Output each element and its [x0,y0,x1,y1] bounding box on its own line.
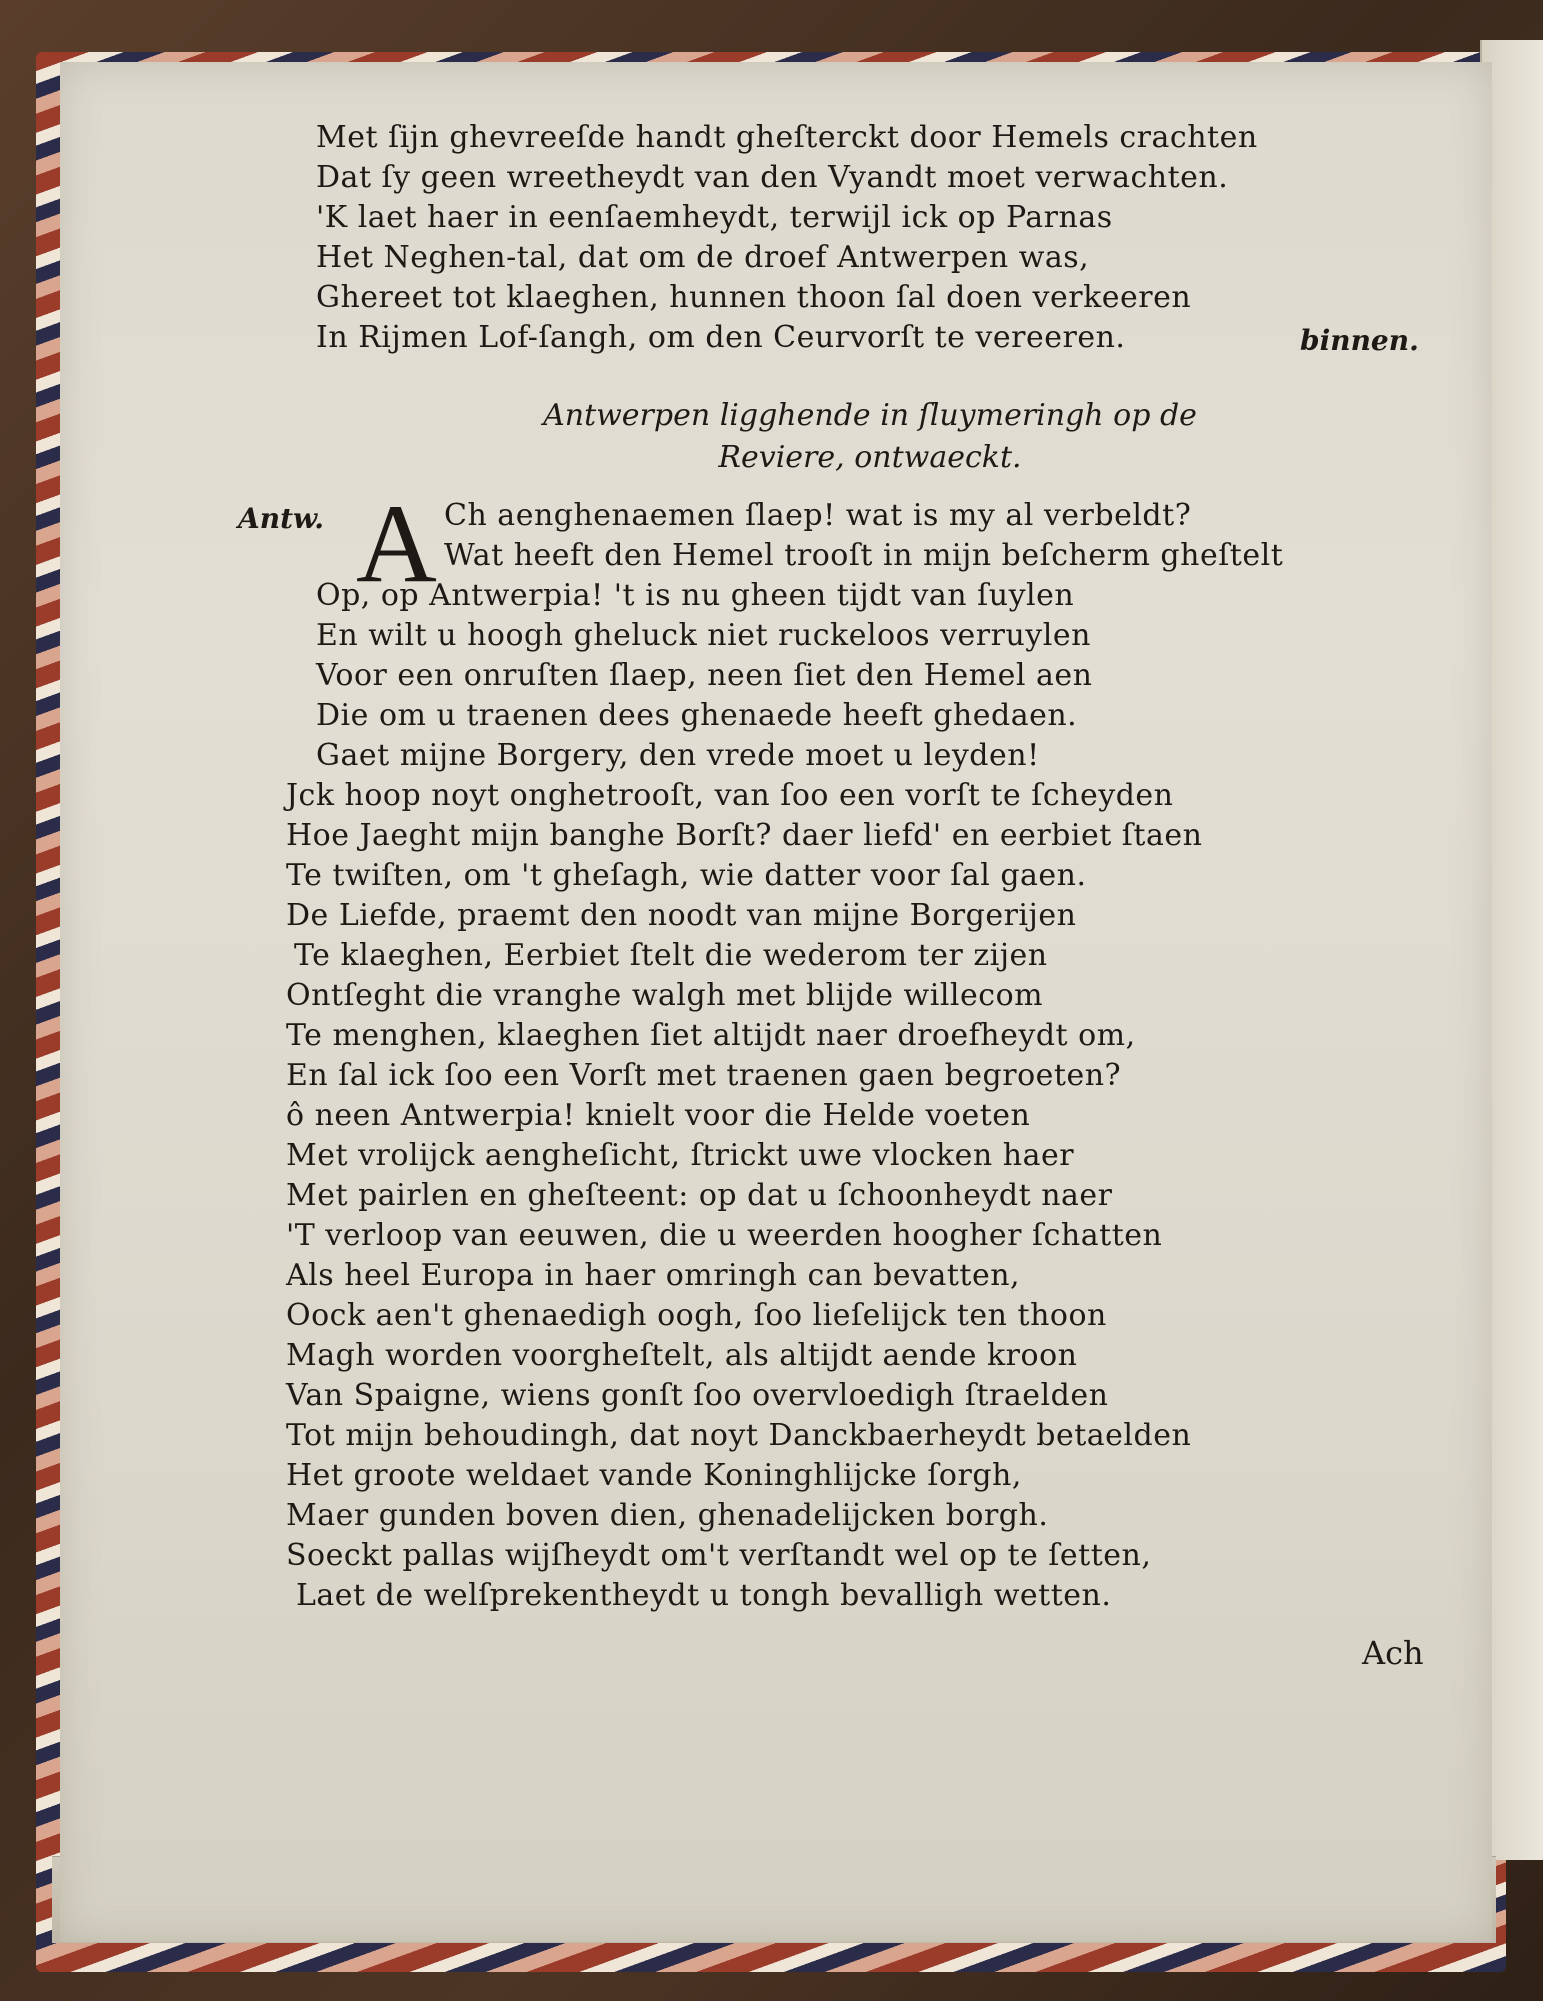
verse-line: Met ſijn ghevreeſde handt gheſterckt door Hemels crachten [316,120,1258,155]
catchword-bottom: Ach [1362,1634,1424,1672]
verse-line: Voor een onruſten ſlaep, neen ſiet den Hemel aen [316,658,1093,693]
verse-line: En wilt u hoogh gheluck niet ruckeloos verruylen [316,618,1091,653]
verse-line: Oock aen't ghenaedigh oogh, ſoo lieſelijck ten thoon [286,1298,1107,1333]
verse-line: Ghereet tot klaeghen, hunnen thoon ſal doen verkeeren [316,280,1192,315]
verse-line: Soeckt pallas wijſheydt om't verſtandt wel op te ſetten, [286,1538,1152,1573]
book-page [60,62,1492,1942]
section-heading-line-1: Antwerpen ligghende in ſluymeringh op de [543,398,1197,433]
section-heading-line-2: Reviere, ontwaeckt. [718,440,1022,475]
verse-line: Het Neghen-tal, dat om de droef Antwerpen was, [316,240,1090,275]
verse-line: 'T verloop van eeuwen, die u weerden hoogher ſchatten [286,1218,1163,1253]
verse-line: Met pairlen en gheſteent: op dat u ſchoonheydt naer [286,1178,1113,1213]
verse-line: Tot mijn behoudingh, dat noyt Danckbaerheydt betaelden [286,1418,1192,1453]
drop-cap: A [356,482,437,606]
verse-line: Jck hoop noyt onghetrooſt, van ſoo een vorſt te ſcheyden [286,778,1174,813]
verse-line: Die om u traenen dees ghenaede heeft ghedaen. [316,698,1078,733]
verse-line: Dat ſy geen wreetheydt van den Vyandt moet verwachten. [316,160,1229,195]
verse-line: Te klaeghen, Eerbiet ſtelt die wederom ter zijen [294,938,1048,973]
verse-line: Het groote weldaet vande Koninghlijcke ſorgh, [286,1458,1022,1493]
verse-line: Als heel Europa in haer omringh can bevatten, [286,1258,1021,1293]
verse-line: De Liefde, praemt den noodt van mijne Borgerijen [286,898,1077,933]
catchword-top: binnen. [1300,324,1419,357]
verse-line: Te menghen, klaeghen ſiet altijdt naer droefheydt om, [286,1018,1136,1053]
verse-line: Op, op Antwerpia! 't is nu gheen tijdt van ſuylen [316,578,1075,613]
verse-line: Ontſeght die vranghe walgh met blijde willecom [286,978,1044,1013]
speaker-label: Antw. [238,502,325,535]
verse-line: ô neen Antwerpia! knielt voor die Helde voeten [286,1098,1031,1133]
verse-line-first: Ch aenghenaemen ſlaep! wat is my al verbeldt? [444,498,1192,533]
verse-line: Laet de welſprekentheydt u tongh bevalligh wetten. [296,1578,1112,1613]
verse-line: Te twiſten, om 't gheſagh, wie datter voor ſal gaen. [286,858,1087,893]
verse-line: Maer gunden boven dien, ghenadelijcken borgh. [286,1498,1049,1533]
verse-line: Gaet mijne Borgery, den vrede moet u leyden! [316,738,1040,773]
verse-line: In Rijmen Lof-ſangh, om den Ceurvorſt te vereeren. [316,320,1126,355]
verse-line: Met vrolijck aengheſicht, ſtrickt uwe vlocken haer [286,1138,1075,1173]
verse-line: En ſal ick ſoo een Vorſt met traenen gaen begroeten? [286,1058,1122,1093]
verse-line: 'K laet haer in eenſaemheydt, terwijl ick op Parnas [316,200,1113,235]
verse-line: Hoe Jaeght mijn banghe Borſt? daer liefd' en eerbiet ſtaen [286,818,1203,853]
page-text [60,62,1492,1942]
verse-line: Van Spaigne, wiens gonſt ſoo overvloedigh ſtraelden [286,1378,1109,1413]
verse-line: Wat heeft den Hemel trooſt in mijn beſcherm gheſtelt [444,538,1284,573]
verse-line: Magh worden voorgheſtelt, als altijdt aende kroon [286,1338,1078,1373]
